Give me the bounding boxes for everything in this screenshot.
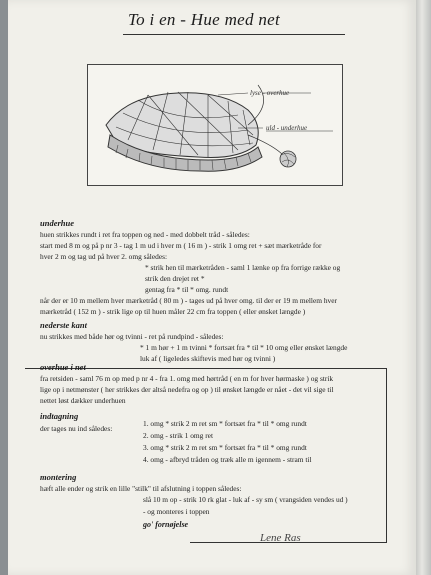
page-edge — [416, 0, 431, 575]
kant-line: luk af ( ligeledes skiftevis med hør og tvinni ) — [140, 354, 276, 363]
heading-nederste-kant: nederste kant — [40, 320, 87, 330]
indtagning-step: 4. omg - afbryd tråden og træk alle m igennem - stram til — [143, 455, 312, 464]
montering-line: - og monteres i toppen — [143, 507, 210, 516]
underhue-line: * strik hen til mærketråden - saml 1 lænke op fra forrige række og — [145, 263, 341, 272]
underhue-line: gentag fra * til * omg. rundt — [145, 285, 229, 294]
heading-overhue: overhue i net — [40, 362, 86, 372]
overhue-line: fra retsiden - saml 76 m op med p nr 4 - fra 1. omg med hørtråd ( en m for hver hørmaske ) og strik — [40, 374, 334, 383]
section-box-right-rule — [386, 368, 387, 543]
overhue-line: nettet løst dækker underhuen — [40, 396, 126, 405]
underhue-line: hver 2 m og tag ud på hver 2. omg således: — [40, 252, 168, 261]
label-bottom: uld - underhue — [266, 124, 308, 132]
indtagning-step: 3. omg * strik 2 m ret sm * fortsæt fra * til * omg rundt — [143, 443, 307, 452]
heading-montering: montering — [40, 472, 77, 482]
heading-indtagning: indtagning — [40, 411, 79, 421]
hat-illustration — [87, 64, 343, 186]
underhue-line: mærketråd ( 152 m ) - strik lige op til huen måler 22 cm fra toppen ( eller ønsket længde ) — [40, 307, 306, 316]
heading-underhue: underhue — [40, 218, 75, 228]
montering-line: hæft alle ender og strik en lille "stilk" til afslutning i toppen således: — [40, 484, 242, 493]
label-top: lyse - overhue — [250, 89, 290, 97]
page-title: To i en - Hue med net — [127, 10, 281, 29]
signature: Lene Ras — [260, 532, 301, 544]
montering-line: slå 10 m op - strik 10 rk glat - luk af - sy sm ( vrangsiden vendes ud ) — [143, 495, 348, 504]
hat-drawing — [88, 65, 342, 185]
overhue-line: lige op i netmønster ( her strikkes der altså nedefra og op ) til ønsket længde er nået - det vil sige til — [40, 385, 334, 394]
underhue-line: huen strikkes rundt i ret fra toppen og ned - med dobbelt tråd - således: — [40, 230, 250, 239]
underhue-line: strik den drejet ret * — [145, 274, 205, 283]
indtagning-intro: der tages nu ind således: — [40, 424, 113, 433]
indtagning-step: 1. omg * strik 2 m ret sm * fortsæt fra * til * omg rundt — [143, 419, 307, 428]
indtagning-step: 2. omg - strik 1 omg ret — [143, 431, 213, 440]
title-underline — [123, 34, 345, 35]
underhue-line: start med 8 m og på p nr 3 - tag 1 m ud i hver m ( 16 m ) - strik 1 omg ret + sæt mærketråde for — [40, 241, 322, 250]
kant-line: * 1 m hør + 1 m tvinni * fortsæt fra * til * 10 omg eller ønsket længde — [140, 343, 348, 352]
kant-line: nu strikkes med både hør og tvinni - ret på rundpind - således: — [40, 332, 224, 341]
closing-note: go' fornøjelse — [143, 520, 189, 529]
underhue-line: når der er 10 m mellem hver mærketråd ( 80 m ) - tages ud på hver omg. til der er 19 m mellem hver — [40, 296, 337, 305]
